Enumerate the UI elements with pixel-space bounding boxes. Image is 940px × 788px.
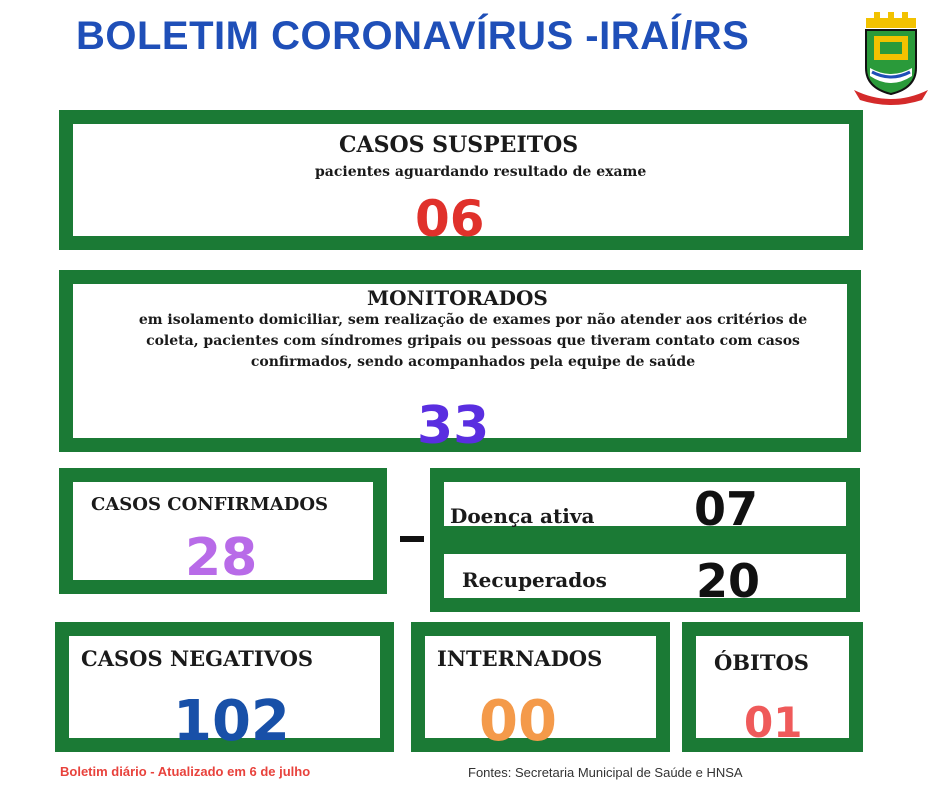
footer-sources: Fontes: Secretaria Municipal de Saúde e HNSA xyxy=(468,765,743,780)
obitos-label: ÓBITOS xyxy=(714,650,809,675)
confirmados-label: CASOS CONFIRMADOS xyxy=(91,494,329,515)
monitorados-label: MONITORADOS xyxy=(367,286,548,310)
suspeitos-value: 06 xyxy=(415,190,485,248)
coat-of-arms-icon xyxy=(852,10,930,106)
confirmados-panel xyxy=(59,468,387,594)
suspeitos-label: CASOS SUSPEITOS xyxy=(339,132,579,158)
recuperados-label: Recuperados xyxy=(462,568,607,592)
recuperados-value: 20 xyxy=(696,554,761,608)
monitorados-description-line: em isolamento domiciliar, sem realização de exames por não atender aos critérios de xyxy=(138,312,808,328)
doenca-ativa-panel xyxy=(430,468,860,540)
recuperados-panel xyxy=(430,540,860,612)
internados-value: 00 xyxy=(479,689,557,754)
obitos-value: 01 xyxy=(744,698,803,747)
doenca-ativa-value: 07 xyxy=(694,482,759,536)
monitorados-description-line: coleta, pacientes com síndromes gripais ou pessoas que tiveram contato com casos xyxy=(146,333,800,349)
confirmados-value: 28 xyxy=(185,528,258,588)
doenca-ativa-label: Doença ativa xyxy=(450,504,595,528)
negativos-value: 102 xyxy=(173,689,290,754)
suspeitos-panel xyxy=(59,110,863,250)
internados-panel xyxy=(411,622,670,752)
footer-update-note: Boletim diário - Atualizado em 6 de julho xyxy=(60,764,311,779)
obitos-panel xyxy=(682,622,863,752)
page-title: BOLETIM CORONAVÍRUS -IRAÍ/RS xyxy=(76,14,750,58)
internados-label: INTERNADOS xyxy=(437,646,603,671)
monitorados-description xyxy=(103,310,843,373)
monitorados-value: 33 xyxy=(417,396,490,456)
negativos-label: CASOS NEGATIVOS xyxy=(81,646,314,671)
negativos-panel xyxy=(55,622,394,752)
monitorados-description-line: confirmados, sendo acompanhados pela equipe de saúde xyxy=(250,354,696,370)
suspeitos-description: pacientes aguardando resultado de exame xyxy=(315,164,647,180)
monitorados-panel xyxy=(59,270,861,456)
separator-dash xyxy=(400,536,424,542)
